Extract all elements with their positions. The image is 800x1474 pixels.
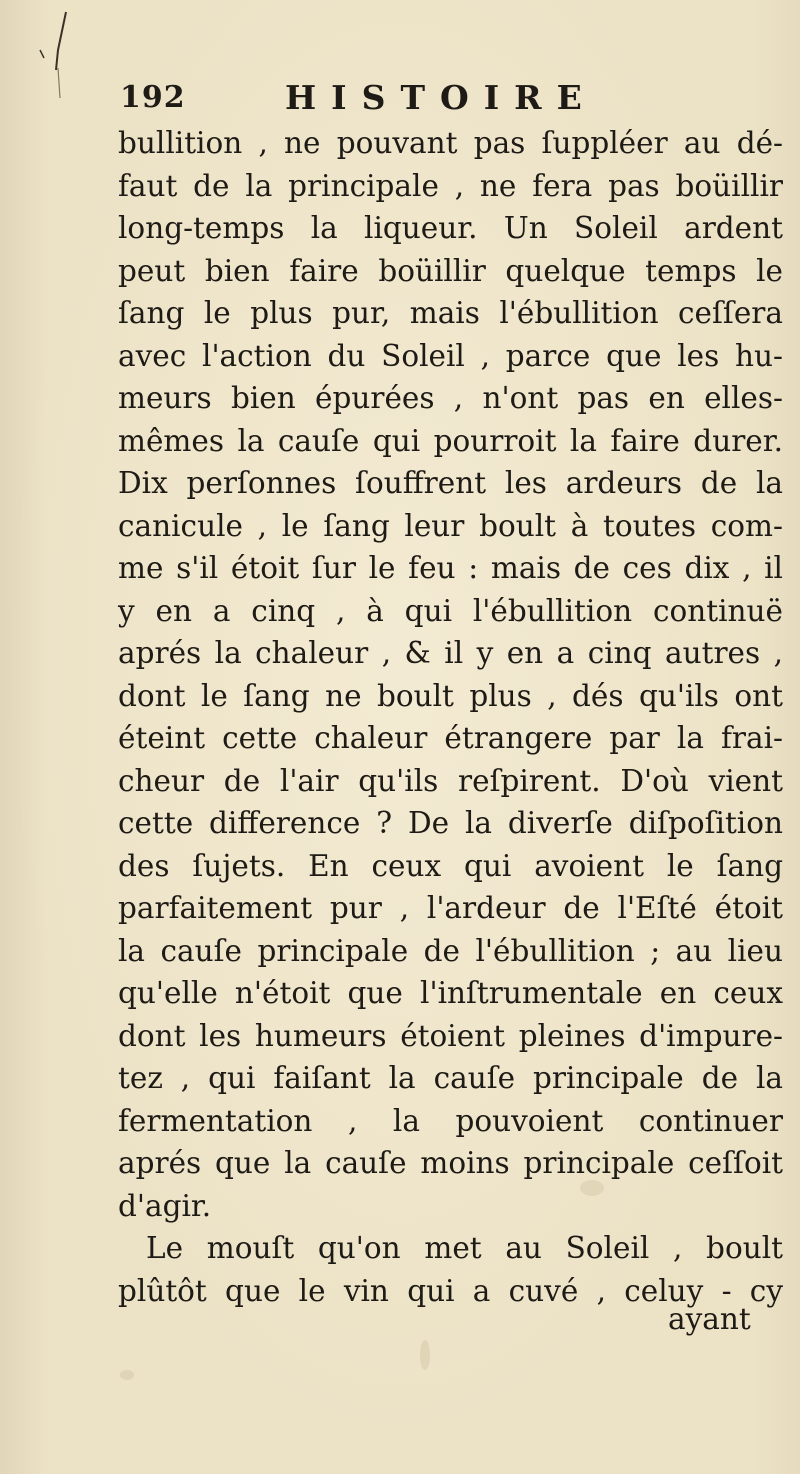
running-title: HISTOIRE	[285, 78, 597, 117]
paper-stain	[120, 1370, 134, 1380]
page-number: 192	[120, 80, 186, 115]
text-line: plûtôt que le vin qui a cuvé , celuy - cy	[118, 1273, 783, 1308]
text-line: aprés que la cauſe moins principale ceſſoit	[118, 1146, 783, 1180]
text-line: d'agir.	[118, 1188, 212, 1223]
text-line: aprés la chaleur , & il y en a cinq autres ,	[118, 636, 783, 670]
text-line: bullition , ne pouvant pas ſuppléer au dé-	[118, 126, 783, 160]
text-line: dont les humeurs étoient pleines d'impure-	[118, 1018, 783, 1053]
text-line: me s'il étoit ſur le feu : mais de ces dix , il	[118, 551, 783, 585]
text-line: fermentation , la pouvoient continuer	[118, 1103, 783, 1138]
text-line: Le mouſt qu'on met au Soleil , boult	[146, 1231, 783, 1265]
margin-pen-mark	[36, 10, 76, 100]
text-line: cette difference ? De la diverſe diſpoſition	[118, 806, 783, 840]
body-text	[118, 122, 783, 1312]
text-line: long-temps la liqueur. Un Soleil ardent	[118, 211, 783, 245]
catchword: ayant	[668, 1302, 751, 1336]
text-line: dont le ſang ne boult plus , dés qu'ils ont	[118, 678, 783, 713]
page-header	[120, 78, 720, 124]
text-line: parfaitement pur , l'ardeur de l'Eſté étoit	[118, 891, 783, 925]
text-line: meurs bien épurées , n'ont pas en elles-	[118, 381, 783, 415]
text-line: ſang le plus pur, mais l'ébullition ceſſera	[118, 296, 783, 330]
text-line: éteint cette chaleur étrangere par la frai-	[118, 721, 783, 755]
text-line: peut bien faire boüillir quelque temps le	[118, 253, 783, 288]
text-line: canicule , le ſang leur boult à toutes com-	[118, 508, 783, 543]
text-line: des ſujets. En ceux qui avoient le ſang	[118, 848, 783, 883]
text-line: la cauſe principale de l'ébullition ; au lieu	[118, 933, 783, 968]
text-line: Dix perſonnes ſouffrent les ardeurs de la	[118, 466, 783, 500]
text-line: y en a cinq , à qui l'ébullition continuë	[118, 593, 783, 628]
text-line: mêmes la cauſe qui pourroit la faire durer.	[118, 423, 783, 458]
paper-stain	[420, 1340, 430, 1370]
text-line: cheur de l'air qu'ils reſpirent. D'où vient	[118, 763, 783, 798]
text-line: avec l'action du Soleil , parce que les hu-	[118, 338, 783, 373]
text-line: tez , qui faiſant la cauſe principale de la	[118, 1061, 783, 1095]
text-line: faut de la principale , ne fera pas boüillir	[118, 168, 783, 203]
text-line: qu'elle n'étoit que l'inſtrumentale en ceux	[118, 976, 783, 1010]
